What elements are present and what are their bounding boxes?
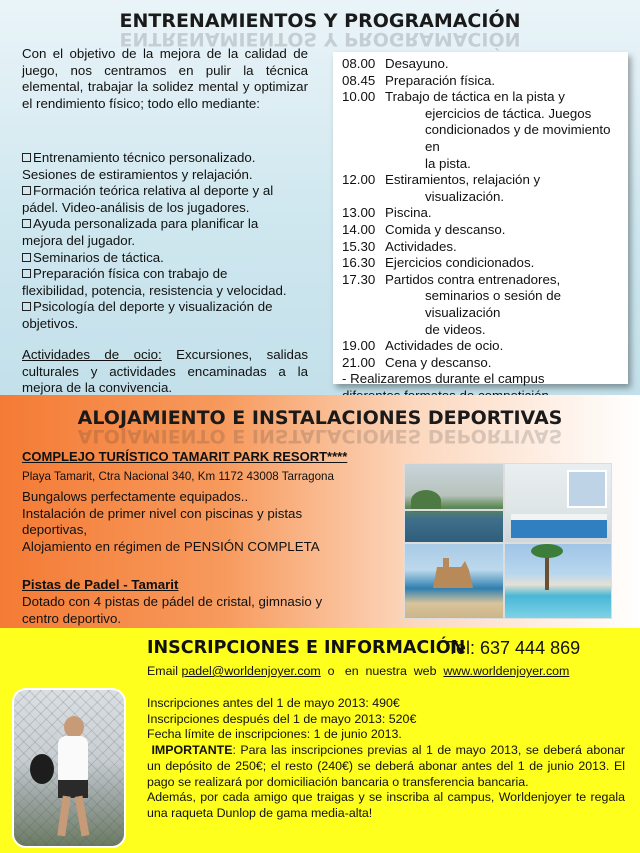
schedule-time: 08.00 — [342, 56, 376, 71]
schedule-activity: Estiramientos, relajación y — [385, 172, 541, 188]
schedule-time — [342, 156, 385, 173]
training-section — [0, 0, 640, 395]
training-title: ENTRENAMIENTOS Y PROGRAMACIÓN — [119, 10, 521, 32]
schedule-time: 14.00 — [342, 221, 376, 237]
leisure-label: Actividades de ocio: — [22, 347, 162, 362]
checkbox-bullet-icon — [22, 253, 31, 262]
schedule-row — [342, 172, 620, 189]
price-late: Inscripciones después del 1 de mayo 2013: 520€ — [147, 711, 417, 726]
lodging-title-reflection: ALOJAMIENTO E INSTALACIONES DEPORTIVAS — [77, 425, 563, 447]
schedule-activity: Trabajo de táctica en la pista y — [385, 89, 565, 105]
schedule-activity: Partidos contra entrenadores, — [385, 271, 561, 287]
schedule-time — [342, 288, 385, 321]
schedule-activity: Piscina. — [385, 205, 432, 221]
training-bullet-line — [22, 183, 312, 200]
training-bullet-text: Seminarios de táctica. — [33, 249, 164, 265]
contact-line — [147, 664, 569, 678]
schedule-activity: la pista. — [425, 155, 471, 171]
training-bullet-line — [22, 250, 312, 267]
registration-phone: Tel: 637 444 869 — [447, 638, 581, 658]
schedule-activity: visualización. — [425, 188, 505, 204]
friend-promo: Además, por cada amigo que traigas y se inscriba al campus, Worldenjoyer te regala una raqueta Dunlop de gama media-alta! — [147, 790, 625, 820]
training-bullet-text: Psicología del deporte y visualización de — [33, 299, 273, 315]
training-bullet-line — [22, 216, 312, 233]
schedule-time: 15.30 — [342, 238, 376, 254]
schedule-time: 13.00 — [342, 205, 376, 221]
checkbox-bullet-icon — [22, 302, 31, 311]
lodging-description — [22, 489, 352, 555]
courts-title: Pistas de Padel - Tamarit — [22, 577, 179, 592]
schedule-row — [342, 205, 620, 222]
lodging-line: Bungalows perfectamente equipados.. — [22, 489, 249, 504]
training-title-reflection: ENTRENAMIENTOS Y PROGRAMACIÓN — [119, 28, 521, 50]
schedule-activity: ejercicios de táctica. Juegos — [425, 105, 592, 121]
schedule-row — [342, 355, 620, 372]
schedule-row — [342, 338, 620, 355]
training-bullet-text: pádel. Video-análisis de los jugadores. — [22, 199, 250, 215]
price-early: Inscripciones antes del 1 de mayo 2013: 490€ — [147, 696, 400, 710]
schedule-activity: condicionados y de movimiento en — [425, 122, 611, 154]
schedule-row — [342, 288, 620, 321]
schedule-row — [342, 239, 620, 256]
training-bullet-text: Sesiones de estiramientos y relajación. — [22, 166, 253, 182]
leisure-text: Excursiones, salidas culturales y actividades encaminadas a la mejora de la convivencia. — [22, 347, 309, 396]
web-link[interactable]: www.worldenjoyer.com — [443, 664, 570, 678]
schedule-time — [342, 322, 385, 339]
courts-line: Dotado con 4 pistas de pádel de cristal, gimnasio y — [22, 594, 323, 609]
schedule-time — [342, 122, 385, 155]
schedule-row — [342, 156, 620, 173]
schedule-time — [342, 106, 385, 123]
schedule-activity: Actividades. — [385, 238, 457, 254]
training-bullet-line — [22, 266, 312, 283]
lodging-title: ALOJAMIENTO E INSTALACIONES DEPORTIVAS — [77, 407, 563, 429]
important-label: IMPORTANTE — [151, 743, 233, 758]
email-label: Email — [147, 664, 182, 678]
lodging-line: deportivas, — [22, 522, 88, 538]
important-text: : Para las inscripciones previas al 1 de mayo 2013, se deberá abonar un depósito de 250€; el resto (240€) se deberá abonar antes del 1 de junio 2013. El pago se realizará por domiciliación bancaria o transferencia bancaria. — [147, 743, 626, 789]
training-bullet-line — [22, 283, 312, 300]
schedule-time — [342, 189, 385, 206]
checkbox-bullet-icon — [22, 153, 31, 162]
training-bullet-text: Preparación física con trabajo de — [33, 266, 228, 282]
checkbox-bullet-icon — [22, 269, 31, 278]
schedule-time: 16.30 — [342, 255, 376, 271]
pool-photo — [504, 543, 612, 619]
training-bullet-line — [22, 316, 312, 333]
registration-details — [147, 696, 625, 822]
training-bullet-line — [22, 200, 312, 217]
courts-description — [22, 594, 362, 627]
deadline: Fecha límite de inscripciones: 1 de junio 2013. — [147, 727, 402, 742]
schedule-row — [342, 106, 620, 123]
courts-line: centro deportivo. — [22, 610, 122, 626]
training-bullet-text: objetivos. — [22, 315, 79, 331]
training-bullet-text: Ayuda personalizada para planificar la — [33, 216, 259, 232]
schedule-row — [342, 272, 620, 289]
schedule-row — [342, 322, 620, 339]
lodging-line: Instalación de primer nivel con piscinas y pistas — [22, 505, 303, 521]
training-bullet-text: mejora del jugador. — [22, 232, 136, 248]
email-link[interactable]: padel@worldenjoyer.com — [181, 664, 321, 678]
resort-address: Playa Tamarit, Ctra Nacional 340, Km 1172 43008 Tarragona — [22, 470, 334, 483]
schedule-activity: de videos. — [425, 321, 486, 337]
schedule-activity: Ejercicios condicionados. — [385, 255, 535, 271]
schedule-time: 19.00 — [342, 338, 376, 354]
schedule-row — [342, 56, 620, 73]
schedule-activity: Cena y descanso. — [385, 354, 492, 370]
schedule-activity: Comida y descanso. — [385, 221, 506, 237]
schedule-time: 10.00 — [342, 89, 376, 105]
lodging-line: Alojamiento en régimen de PENSIÓN COMPLETA — [22, 538, 320, 554]
schedule-row — [342, 371, 620, 388]
schedule-activity: - Realizaremos durante el campus — [342, 371, 545, 387]
training-bullet-line — [22, 167, 312, 184]
training-bullet-line — [22, 150, 312, 167]
training-intro: Con el objetivo de la mejora de la calidad de juego, nos centramos en pulir la técnica elemental, trabajar la solidez mental y optimizar el rendimiento físico; todo ello mediante: — [22, 46, 308, 111]
schedule-activity: Actividades de ocio. — [385, 338, 504, 354]
checkbox-bullet-icon — [22, 186, 31, 195]
web-label: o en nuestra web — [320, 664, 444, 678]
training-bullet-text: Formación teórica relativa al deporte y al — [33, 183, 274, 199]
bedroom-photo — [504, 463, 612, 543]
registration-title: INSCRIPCIONES E INFORMACIÓN — [147, 638, 466, 658]
schedule-row — [342, 255, 620, 272]
schedule-row — [342, 89, 620, 106]
beach-castle-photo — [404, 543, 504, 619]
schedule-row — [342, 122, 620, 155]
checkbox-bullet-icon — [22, 219, 31, 228]
schedule-time: 08.45 — [342, 72, 376, 88]
training-bullet-text: flexibilidad, potencia, resistencia y velocidad. — [22, 282, 287, 298]
schedule-activity: Preparación física. — [385, 72, 496, 88]
leisure-activities — [22, 347, 308, 397]
schedule-time: 21.00 — [342, 354, 376, 370]
schedule-time: 12.00 — [342, 172, 376, 188]
training-bullet-text: Entrenamiento técnico personalizado. — [33, 150, 256, 165]
schedule-row — [342, 189, 620, 206]
lodging-section — [0, 395, 640, 628]
schedule-row — [342, 222, 620, 239]
padel-court-photo — [404, 463, 504, 543]
padel-player-photo — [12, 688, 126, 848]
schedule-activity: seminarios o sesión de visualización — [425, 288, 561, 320]
schedule-row — [342, 73, 620, 90]
schedule-time: 17.30 — [342, 271, 376, 287]
training-bullet-list — [22, 150, 312, 333]
resort-name: COMPLEJO TURÍSTICO TAMARIT PARK RESORT**** — [22, 449, 348, 464]
training-bullet-line — [22, 233, 312, 250]
important-note — [147, 743, 625, 790]
schedule-activity: Desayuno. — [385, 56, 449, 71]
training-bullet-line — [22, 299, 312, 316]
daily-schedule-box — [333, 52, 628, 387]
